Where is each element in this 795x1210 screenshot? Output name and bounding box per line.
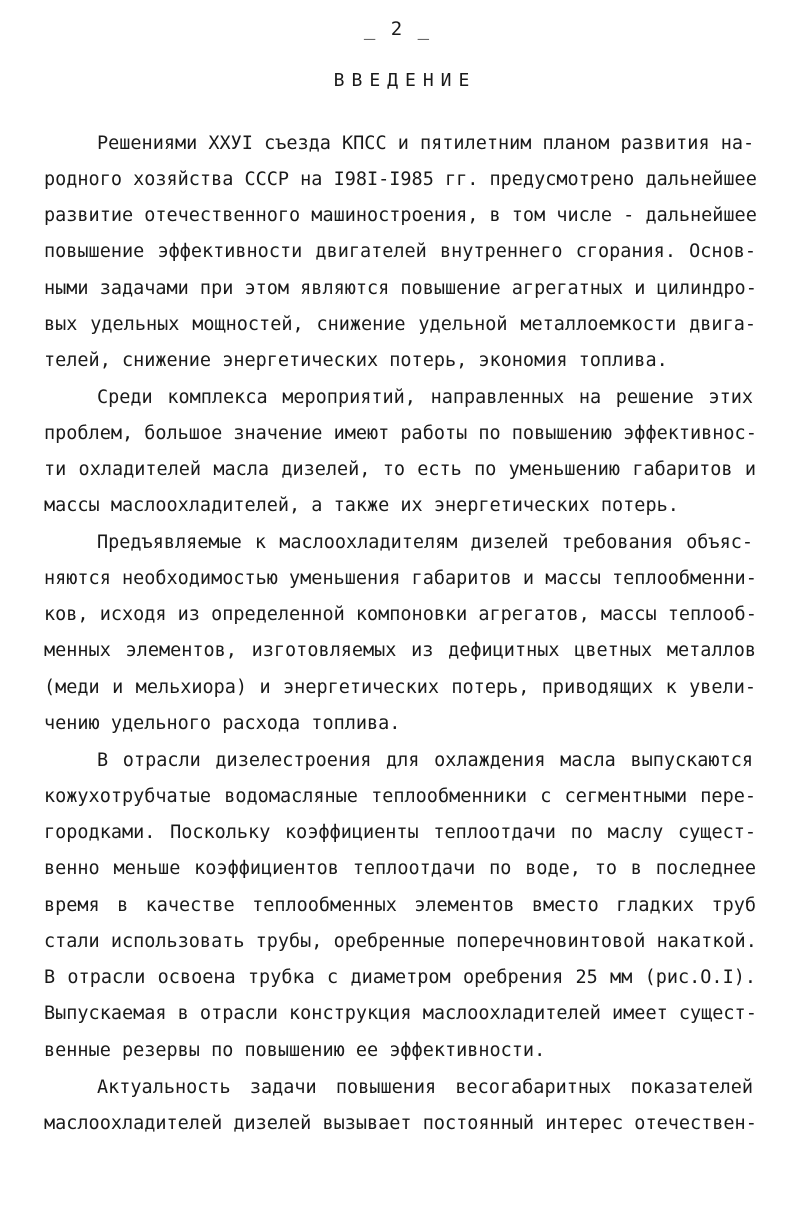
text-line: Среди комплекса мероприятий, направленных на решение этих xyxy=(97,387,753,408)
text-line: Предъявляемые к маслоохладителям дизелей требования объяс- xyxy=(97,532,753,553)
page-number: _ 2 _ xyxy=(363,18,432,40)
text-line: маслоохладителей дизелей вызывает постоянный интерес отечествен- xyxy=(44,1113,757,1134)
text-line: венно меньше коэффициентов теплоотдачи по воде, то в последнее xyxy=(44,858,756,879)
text-line: Решениями ХХУI съезда КПСС и пятилетним планом развития на- xyxy=(97,133,755,154)
text-line: повышение эффективности двигателей внутреннего сгорания. Основ- xyxy=(44,241,756,262)
text-line: развитие отечественного машиностроения, в том числе - дальнейшее xyxy=(44,205,757,226)
text-line: чению удельного расхода топлива. xyxy=(44,713,401,734)
text-line: массы маслоохладителей, а также их энергетических потерь. xyxy=(44,495,679,516)
text-line: венные резервы по повышению ее эффективности. xyxy=(44,1040,546,1061)
text-line: стали использовать трубы, оребренные поперечновинтовой накаткой. xyxy=(44,931,757,952)
text-line: няются необходимостью уменьшения габаритов и массы теплообменни- xyxy=(44,568,757,589)
text-line: В отрасли дизелестроения для охлаждения масла выпускаются xyxy=(97,750,753,771)
text-line: В отрасли освоена трубка с диаметром оребрения 25 мм (рис.О.I). xyxy=(44,967,756,988)
section-heading: ВВЕДЕНИЕ xyxy=(333,70,477,91)
text-line: Актуальность задачи повышения весогабаритных показателей xyxy=(97,1077,753,1098)
text-line: родного хозяйства СССР на I98I-I985 гг. предусмотрено дальнейшее xyxy=(44,169,757,190)
text-line: время в качестве теплообменных элементов вместо гладких труб xyxy=(44,895,756,916)
text-line: телей, снижение энергетических потерь, экономия топлива. xyxy=(44,350,668,371)
text-line: ти охладителей масла дизелей, то есть по уменьшению габаритов и xyxy=(44,459,756,480)
text-line: Выпускаемая в отрасли конструкция маслоохладителей имеет сущест- xyxy=(44,1003,757,1024)
text-line: городками. Поскольку коэффициенты теплоотдачи по маслу сущест- xyxy=(44,822,756,843)
text-line: (меди и мельхиора) и энергетических потерь, приводящих к увели- xyxy=(44,677,756,698)
text-line: ков, исходя из определенной компоновки агрегатов, массы теплооб- xyxy=(44,604,757,625)
text-line: ными задачами при этом являются повышение агрегатных и цилиндро- xyxy=(44,278,757,299)
text-line: проблем, большое значение имеют работы по повышению эффективнос- xyxy=(44,423,757,444)
text-line: вых удельных мощностей, снижение удельной металлоемкости двига- xyxy=(44,314,756,335)
text-line: кожухотрубчатые водомасляные теплообменники с сегментными пере- xyxy=(44,786,756,807)
text-line: менных элементов, изготовляемых из дефицитных цветных металлов xyxy=(44,640,756,661)
